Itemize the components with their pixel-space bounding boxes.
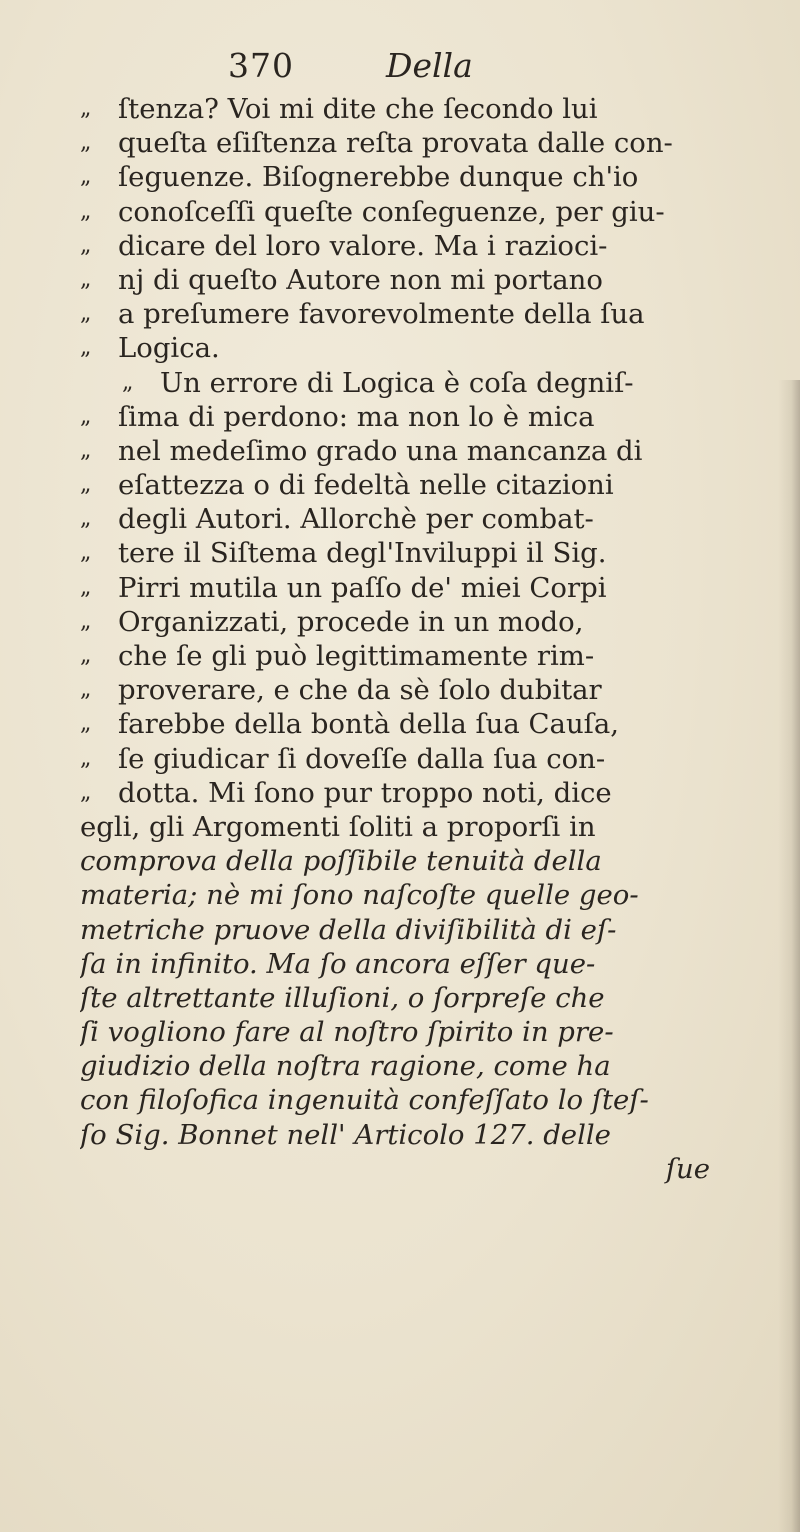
quote-mark: „ (80, 301, 92, 327)
line-text: degli Autori. Allorchè per combat- (118, 503, 594, 536)
line-text: proverare, e che da sè ſolo dubitar (118, 674, 602, 707)
line-text: ſi vogliono fare al noſtro ſpirito in pre- (80, 1016, 614, 1049)
text-line-1 (80, 92, 770, 126)
quote-mark: „ (80, 472, 92, 498)
text-line-16 (80, 605, 770, 639)
text-line-28 (80, 1015, 770, 1049)
page-number: 370 (228, 46, 294, 85)
line-text: ſe giudicar ſi doveſſe dalla ſua con- (118, 742, 606, 775)
quote-mark: „ (80, 711, 92, 737)
line-text: eſattezza o di fedeltà nelle citazioni (118, 469, 614, 502)
line-text: metriche pruove della diviſibilità di eſ- (80, 913, 617, 946)
line-text: egli, gli Argomenti ſoliti a proporſi in (80, 810, 596, 843)
line-text: comprova della poſſibile tenuità della (80, 845, 602, 878)
text-line-18 (80, 673, 770, 707)
text-line-20 (80, 742, 770, 776)
quote-mark: „ (80, 643, 92, 668)
line-text: che ſe gli può legittimamente rim- (118, 640, 595, 672)
quote-mark: „ (80, 198, 92, 224)
line-text: materia; nè mi ſono naſcoſte quelle geo- (80, 879, 639, 912)
quote-mark: „ (80, 130, 92, 156)
quote-mark: „ (80, 677, 92, 703)
text-line-3 (80, 160, 770, 194)
text-line-23 (80, 844, 770, 878)
quote-mark: „ (80, 403, 92, 429)
text-line-7 (80, 297, 770, 331)
line-text: ſtenza? Voi mi dite che ſecondo lui (118, 93, 598, 125)
quote-mark: „ (80, 574, 92, 600)
text-line-8 (80, 331, 770, 365)
running-head: Della (386, 46, 473, 85)
quote-mark: „ (80, 164, 92, 190)
line-text: nel medeſimo grado una mancanza di (118, 434, 643, 467)
quote-mark: „ (80, 745, 92, 771)
line-text: ſeguenze. Biſognerebbe dunque ch'io (118, 161, 639, 194)
text-line-29 (80, 1049, 770, 1083)
text-line-4 (80, 195, 770, 229)
quote-mark: „ (80, 335, 92, 361)
catchword (80, 1152, 770, 1186)
text-line-15 (80, 571, 770, 605)
text-line-11 (80, 434, 770, 468)
quote-mark: „ (122, 369, 134, 395)
line-text: ſa in infinito. Ma ſo ancora eſſer que- (80, 947, 596, 980)
text-line-9 (80, 366, 770, 400)
text-line-24 (80, 878, 770, 912)
line-text: giudizio della noſtra ragione, come ha (80, 1050, 611, 1083)
quote-mark: „ (80, 608, 92, 634)
quote-mark: „ (80, 437, 92, 463)
text-line-21 (80, 776, 770, 810)
line-text: a preſumere favorevolmente della ſua (118, 298, 645, 331)
line-text: con filoſofica ingenuità confeſſato lo ſteſ- (80, 1084, 649, 1117)
line-text: ſo Sig. Bonnet nell' Articolo 127. delle (80, 1118, 611, 1151)
text-body (80, 92, 770, 1186)
text-line-17 (80, 639, 770, 673)
line-text: farebbe della bontà della ſua Cauſa, (118, 708, 619, 741)
text-line-25 (80, 913, 770, 947)
text-line-31 (80, 1118, 770, 1152)
text-line-14 (80, 536, 770, 570)
line-text: queſta eſiſtenza reſta provata dalle con- (118, 127, 673, 160)
quote-mark: „ (80, 266, 92, 292)
text-line-12 (80, 468, 770, 502)
line-text: Un errore di Logica è coſa degniſ- (160, 366, 634, 399)
line-text: Logica. (118, 332, 220, 365)
catchword-text: ſue (665, 1152, 710, 1185)
line-text: conoſceſſi queſte conſeguenze, per giu- (118, 195, 665, 228)
line-text: dicare del loro valore. Ma i razioci- (118, 229, 608, 262)
quote-mark: „ (80, 232, 92, 258)
line-text: Pirri mutila un paſſo de' miei Corpi (118, 571, 607, 604)
page-edge-shadow (778, 380, 800, 1532)
text-line-6 (80, 263, 770, 297)
text-line-5 (80, 229, 770, 263)
text-line-19 (80, 707, 770, 741)
text-line-27 (80, 981, 770, 1015)
quote-mark: „ (80, 540, 92, 566)
line-text: Organizzati, procede in un modo, (118, 605, 584, 638)
quote-mark: „ (80, 506, 92, 532)
page-header (0, 46, 800, 90)
text-line-26 (80, 947, 770, 981)
text-line-2 (80, 126, 770, 160)
line-text: nj di queſto Autore non mi portano (118, 263, 603, 296)
quote-mark: „ (80, 779, 92, 805)
text-line-13 (80, 502, 770, 536)
quote-mark: „ (80, 96, 92, 121)
text-line-30 (80, 1083, 770, 1117)
line-text: ſima di perdono: ma non lo è mica (118, 400, 595, 433)
text-line-22 (80, 810, 770, 844)
text-line-10 (80, 400, 770, 434)
line-text: tere il Siſtema degl'Inviluppi il Sig. (118, 537, 607, 570)
line-text: dotta. Mi ſono pur troppo noti, dice (118, 776, 612, 809)
line-text: ſte altrettante illuſioni, o ſorpreſe che (80, 981, 605, 1014)
